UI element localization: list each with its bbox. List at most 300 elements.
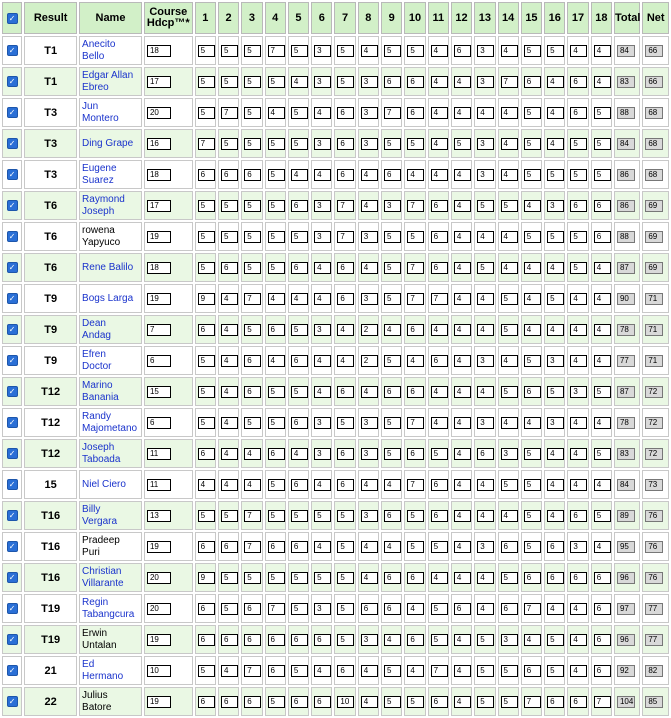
hole-score-field[interactable]: 5: [477, 665, 494, 677]
player-name-link[interactable]: [82, 101, 119, 124]
row-checkbox[interactable]: [2, 191, 22, 220]
hole-score-field[interactable]: 4: [384, 479, 401, 491]
row-checkbox[interactable]: [2, 315, 22, 344]
hole-score-field[interactable]: 4: [291, 448, 308, 460]
hole-score-field[interactable]: 5: [244, 231, 261, 243]
hdcp-field[interactable]: 17: [147, 200, 171, 212]
hole-score-field[interactable]: 5: [384, 45, 401, 57]
hdcp-field[interactable]: 20: [147, 107, 171, 119]
hole-score-field[interactable]: 6: [384, 76, 401, 88]
hole-score-field[interactable]: 4: [361, 696, 378, 708]
hole-score-field[interactable]: 5: [547, 169, 564, 181]
hole-score-field[interactable]: 3: [361, 417, 378, 429]
hole-score-field[interactable]: 4: [221, 386, 238, 398]
hole-score-field[interactable]: 6: [524, 572, 541, 584]
row-checkbox[interactable]: [2, 470, 22, 499]
player-name-link[interactable]: [82, 566, 124, 589]
hole-score-field[interactable]: 5: [221, 510, 238, 522]
player-name-link[interactable]: [82, 380, 119, 403]
hole-score-field[interactable]: 4: [314, 665, 331, 677]
hole-score-field[interactable]: 4: [314, 262, 331, 274]
hole-score-field[interactable]: 3: [314, 448, 331, 460]
hole-score-field[interactable]: 5: [594, 169, 611, 181]
hole-score-field[interactable]: 4: [198, 479, 215, 491]
hole-score-field[interactable]: 6: [337, 665, 354, 677]
hole-score-field[interactable]: 6: [314, 634, 331, 646]
hole-score-field[interactable]: 6: [221, 541, 238, 553]
hole-score-field[interactable]: 4: [594, 262, 611, 274]
hole-score-field[interactable]: 4: [594, 45, 611, 57]
hole-score-field[interactable]: 5: [594, 448, 611, 460]
hole-score-field[interactable]: 4: [361, 169, 378, 181]
hole-score-field[interactable]: 6: [547, 696, 564, 708]
hole-score-field[interactable]: 4: [594, 324, 611, 336]
hole-score-field[interactable]: 5: [198, 45, 215, 57]
hdcp-field[interactable]: 19: [147, 634, 171, 646]
row-checkbox[interactable]: [2, 439, 22, 468]
hole-score-field[interactable]: 5: [384, 696, 401, 708]
hole-score-field[interactable]: 6: [268, 665, 285, 677]
hole-score-field[interactable]: 7: [407, 479, 424, 491]
hole-score-field[interactable]: 4: [524, 634, 541, 646]
hole-score-field[interactable]: 3: [361, 293, 378, 305]
hole-score-field[interactable]: 5: [314, 572, 331, 584]
hole-score-field[interactable]: 4: [477, 386, 494, 398]
hdcp-field[interactable]: 13: [147, 510, 171, 522]
hole-score-field[interactable]: 4: [314, 169, 331, 181]
hole-score-field[interactable]: 4: [547, 262, 564, 274]
hole-score-field[interactable]: 4: [221, 665, 238, 677]
row-checkbox[interactable]: [2, 67, 22, 96]
hole-score-field[interactable]: 6: [431, 262, 448, 274]
hole-score-field[interactable]: 5: [407, 696, 424, 708]
row-checkbox[interactable]: [2, 98, 22, 127]
hole-score-field[interactable]: 5: [337, 510, 354, 522]
hdcp-field[interactable]: 20: [147, 572, 171, 584]
hdcp-field[interactable]: 16: [147, 138, 171, 150]
hole-score-field[interactable]: 4: [524, 293, 541, 305]
hole-score-field[interactable]: 5: [524, 541, 541, 553]
hole-score-field[interactable]: 5: [244, 138, 261, 150]
hole-score-field[interactable]: 6: [570, 696, 587, 708]
hole-score-field[interactable]: 4: [501, 355, 518, 367]
player-name-link[interactable]: [82, 318, 111, 341]
hole-score-field[interactable]: 5: [268, 231, 285, 243]
hole-score-field[interactable]: 4: [431, 386, 448, 398]
hole-score-field[interactable]: 5: [570, 231, 587, 243]
hole-score-field[interactable]: 6: [407, 572, 424, 584]
hole-score-field[interactable]: 5: [221, 572, 238, 584]
player-name-link[interactable]: [82, 479, 126, 490]
hole-score-field[interactable]: 4: [361, 479, 378, 491]
hole-score-field[interactable]: 6: [594, 200, 611, 212]
hole-score-field[interactable]: 5: [244, 45, 261, 57]
hole-score-field[interactable]: 5: [337, 76, 354, 88]
hole-score-field[interactable]: 5: [384, 138, 401, 150]
hole-score-field[interactable]: 4: [221, 479, 238, 491]
hole-score-field[interactable]: 3: [361, 231, 378, 243]
hole-score-field[interactable]: 5: [268, 696, 285, 708]
hole-score-field[interactable]: 6: [221, 262, 238, 274]
hole-score-field[interactable]: 6: [407, 386, 424, 398]
hole-score-field[interactable]: 5: [337, 572, 354, 584]
hole-score-field[interactable]: 6: [431, 200, 448, 212]
hole-score-field[interactable]: 5: [547, 665, 564, 677]
hole-score-field[interactable]: 4: [501, 262, 518, 274]
hole-score-field[interactable]: 6: [291, 541, 308, 553]
hole-score-field[interactable]: 7: [244, 665, 261, 677]
hole-score-field[interactable]: 3: [314, 45, 331, 57]
hole-score-field[interactable]: 6: [594, 665, 611, 677]
hole-score-field[interactable]: 4: [594, 479, 611, 491]
hole-score-field[interactable]: 3: [361, 634, 378, 646]
hole-score-field[interactable]: 5: [221, 231, 238, 243]
hole-score-field[interactable]: 5: [501, 293, 518, 305]
player-name-link[interactable]: [82, 138, 133, 149]
hole-score-field[interactable]: 7: [244, 510, 261, 522]
hole-score-field[interactable]: 5: [291, 603, 308, 615]
hole-score-field[interactable]: 4: [547, 138, 564, 150]
hole-score-field[interactable]: 4: [594, 417, 611, 429]
hole-score-field[interactable]: 6: [198, 696, 215, 708]
hole-score-field[interactable]: 6: [594, 231, 611, 243]
hole-score-field[interactable]: 3: [477, 45, 494, 57]
hole-score-field[interactable]: 4: [407, 169, 424, 181]
hole-score-field[interactable]: 6: [407, 634, 424, 646]
hdcp-field[interactable]: 15: [147, 386, 171, 398]
hole-score-field[interactable]: 4: [454, 169, 471, 181]
hole-score-field[interactable]: 4: [337, 324, 354, 336]
hole-score-field[interactable]: 7: [431, 293, 448, 305]
hole-score-field[interactable]: 6: [524, 386, 541, 398]
hole-score-field[interactable]: 5: [547, 634, 564, 646]
hole-score-field[interactable]: 6: [337, 293, 354, 305]
hole-score-field[interactable]: 4: [361, 200, 378, 212]
hole-score-field[interactable]: 5: [501, 479, 518, 491]
hole-score-field[interactable]: 3: [384, 200, 401, 212]
row-checkbox[interactable]: [2, 346, 22, 375]
hole-score-field[interactable]: 4: [431, 572, 448, 584]
hole-score-field[interactable]: 5: [198, 262, 215, 274]
hole-score-field[interactable]: 5: [337, 541, 354, 553]
hole-score-field[interactable]: 5: [384, 417, 401, 429]
hdcp-field[interactable]: 19: [147, 696, 171, 708]
hole-score-field[interactable]: 5: [501, 665, 518, 677]
hole-score-field[interactable]: 7: [268, 603, 285, 615]
hole-score-field[interactable]: 4: [501, 169, 518, 181]
hole-score-field[interactable]: 4: [268, 355, 285, 367]
hole-score-field[interactable]: 4: [547, 479, 564, 491]
hole-score-field[interactable]: 6: [291, 696, 308, 708]
hole-score-field[interactable]: 4: [291, 169, 308, 181]
hole-score-field[interactable]: 6: [407, 107, 424, 119]
hole-score-field[interactable]: 5: [407, 231, 424, 243]
hole-score-field[interactable]: 4: [431, 107, 448, 119]
hole-score-field[interactable]: 5: [524, 138, 541, 150]
hole-score-field[interactable]: 7: [198, 138, 215, 150]
hole-score-field[interactable]: 4: [407, 355, 424, 367]
hole-score-field[interactable]: 4: [431, 169, 448, 181]
hole-score-field[interactable]: 4: [594, 541, 611, 553]
hole-score-field[interactable]: 4: [454, 572, 471, 584]
hole-score-field[interactable]: 4: [501, 107, 518, 119]
hole-score-field[interactable]: 7: [407, 417, 424, 429]
hole-score-field[interactable]: 6: [431, 510, 448, 522]
hole-score-field[interactable]: 3: [477, 169, 494, 181]
hole-score-field[interactable]: 6: [337, 479, 354, 491]
hole-score-field[interactable]: 5: [244, 324, 261, 336]
hole-score-field[interactable]: 4: [547, 324, 564, 336]
hdcp-field[interactable]: 7: [147, 324, 171, 336]
hole-score-field[interactable]: 5: [291, 665, 308, 677]
hole-score-field[interactable]: 7: [221, 107, 238, 119]
hole-score-field[interactable]: 5: [268, 200, 285, 212]
hole-score-field[interactable]: 5: [407, 138, 424, 150]
hole-score-field[interactable]: 5: [501, 696, 518, 708]
hole-score-field[interactable]: 4: [454, 510, 471, 522]
hole-score-field[interactable]: 5: [431, 448, 448, 460]
hole-score-field[interactable]: 7: [407, 200, 424, 212]
hole-score-field[interactable]: 4: [361, 541, 378, 553]
hole-score-field[interactable]: 4: [454, 262, 471, 274]
hole-score-field[interactable]: 4: [454, 479, 471, 491]
hole-score-field[interactable]: 4: [384, 324, 401, 336]
hole-score-field[interactable]: 3: [314, 76, 331, 88]
hole-score-field[interactable]: 4: [477, 572, 494, 584]
hole-score-field[interactable]: 5: [291, 324, 308, 336]
hole-score-field[interactable]: 7: [524, 696, 541, 708]
hole-score-field[interactable]: 3: [547, 417, 564, 429]
hole-score-field[interactable]: 3: [477, 417, 494, 429]
hole-score-field[interactable]: 5: [198, 510, 215, 522]
player-name-link[interactable]: [82, 442, 120, 465]
hole-score-field[interactable]: 4: [570, 355, 587, 367]
hole-score-field[interactable]: 6: [361, 603, 378, 615]
hole-score-field[interactable]: 5: [268, 479, 285, 491]
row-checkbox[interactable]: [2, 36, 22, 65]
hole-score-field[interactable]: 6: [454, 603, 471, 615]
hole-score-field[interactable]: 5: [221, 45, 238, 57]
row-checkbox[interactable]: [2, 563, 22, 592]
hdcp-field[interactable]: 18: [147, 45, 171, 57]
hole-score-field[interactable]: 5: [198, 200, 215, 212]
hole-score-field[interactable]: 6: [314, 696, 331, 708]
hole-score-field[interactable]: 5: [291, 572, 308, 584]
hdcp-field[interactable]: 19: [147, 541, 171, 553]
hole-score-field[interactable]: 4: [431, 138, 448, 150]
hole-score-field[interactable]: 2: [361, 324, 378, 336]
hole-score-field[interactable]: 6: [244, 696, 261, 708]
player-name-link[interactable]: [82, 163, 116, 186]
hole-score-field[interactable]: 4: [454, 541, 471, 553]
hole-score-field[interactable]: 4: [570, 665, 587, 677]
hole-score-field[interactable]: 4: [454, 293, 471, 305]
hole-score-field[interactable]: 9: [198, 572, 215, 584]
hole-score-field[interactable]: 7: [524, 603, 541, 615]
hole-score-field[interactable]: 5: [268, 417, 285, 429]
hole-score-field[interactable]: 5: [244, 107, 261, 119]
hole-score-field[interactable]: 4: [314, 479, 331, 491]
hole-score-field[interactable]: 5: [221, 603, 238, 615]
hole-score-field[interactable]: 6: [244, 169, 261, 181]
hole-score-field[interactable]: 5: [221, 138, 238, 150]
row-checkbox[interactable]: [2, 594, 22, 623]
hole-score-field[interactable]: 4: [454, 448, 471, 460]
hole-score-field[interactable]: 4: [477, 510, 494, 522]
hole-score-field[interactable]: 5: [477, 200, 494, 212]
hole-score-field[interactable]: 5: [291, 45, 308, 57]
hole-score-field[interactable]: 6: [454, 45, 471, 57]
hole-score-field[interactable]: 4: [547, 76, 564, 88]
hole-score-field[interactable]: 5: [524, 479, 541, 491]
hole-score-field[interactable]: 6: [570, 76, 587, 88]
player-name-link[interactable]: [82, 39, 115, 62]
hole-score-field[interactable]: 5: [198, 665, 215, 677]
hole-score-field[interactable]: 4: [268, 107, 285, 119]
hdcp-field[interactable]: 11: [147, 448, 171, 460]
hole-score-field[interactable]: 3: [314, 138, 331, 150]
hole-score-field[interactable]: 5: [384, 231, 401, 243]
hole-score-field[interactable]: 4: [454, 324, 471, 336]
hole-score-field[interactable]: 5: [524, 448, 541, 460]
hole-score-field[interactable]: 4: [221, 293, 238, 305]
hole-score-field[interactable]: 6: [570, 510, 587, 522]
hole-score-field[interactable]: 6: [501, 603, 518, 615]
hole-score-field[interactable]: 4: [268, 293, 285, 305]
hole-score-field[interactable]: 5: [501, 324, 518, 336]
hole-score-field[interactable]: 6: [570, 107, 587, 119]
hole-score-field[interactable]: 3: [361, 76, 378, 88]
hole-score-field[interactable]: 4: [384, 634, 401, 646]
hole-score-field[interactable]: 4: [361, 262, 378, 274]
hole-score-field[interactable]: 5: [431, 634, 448, 646]
hole-score-field[interactable]: 4: [570, 479, 587, 491]
hole-score-field[interactable]: 7: [268, 45, 285, 57]
hole-score-field[interactable]: 4: [314, 107, 331, 119]
hole-score-field[interactable]: 4: [407, 665, 424, 677]
hole-score-field[interactable]: 5: [268, 572, 285, 584]
hole-score-field[interactable]: 5: [407, 541, 424, 553]
hole-score-field[interactable]: 5: [501, 386, 518, 398]
hole-score-field[interactable]: 3: [361, 138, 378, 150]
hole-score-field[interactable]: 6: [291, 417, 308, 429]
hole-score-field[interactable]: 4: [524, 324, 541, 336]
hdcp-field[interactable]: 6: [147, 355, 171, 367]
hole-score-field[interactable]: 4: [477, 107, 494, 119]
hole-score-field[interactable]: 7: [431, 665, 448, 677]
hole-score-field[interactable]: 5: [337, 417, 354, 429]
hole-score-field[interactable]: 5: [501, 200, 518, 212]
hole-score-field[interactable]: 6: [594, 603, 611, 615]
hole-score-field[interactable]: 5: [384, 262, 401, 274]
hdcp-field[interactable]: 18: [147, 169, 171, 181]
hole-score-field[interactable]: 5: [268, 169, 285, 181]
hole-score-field[interactable]: 6: [244, 386, 261, 398]
hole-score-field[interactable]: 3: [547, 355, 564, 367]
hole-score-field[interactable]: 6: [547, 572, 564, 584]
hole-score-field[interactable]: 4: [314, 355, 331, 367]
hole-score-field[interactable]: 7: [244, 293, 261, 305]
hole-score-field[interactable]: 4: [594, 76, 611, 88]
hole-score-field[interactable]: 6: [198, 448, 215, 460]
hole-score-field[interactable]: 5: [291, 138, 308, 150]
hole-score-field[interactable]: 6: [384, 603, 401, 615]
hole-score-field[interactable]: 5: [547, 293, 564, 305]
row-checkbox[interactable]: [2, 129, 22, 158]
player-name-link[interactable]: [82, 70, 133, 93]
hole-score-field[interactable]: 5: [524, 231, 541, 243]
hole-score-field[interactable]: 6: [384, 510, 401, 522]
hole-score-field[interactable]: 6: [431, 696, 448, 708]
hole-score-field[interactable]: 5: [384, 448, 401, 460]
hole-score-field[interactable]: 4: [361, 665, 378, 677]
hole-score-field[interactable]: 7: [244, 541, 261, 553]
hole-score-field[interactable]: 4: [431, 76, 448, 88]
row-checkbox[interactable]: [2, 284, 22, 313]
hole-score-field[interactable]: 4: [454, 107, 471, 119]
hdcp-field[interactable]: 19: [147, 293, 171, 305]
hole-score-field[interactable]: 4: [407, 603, 424, 615]
hole-score-field[interactable]: 6: [384, 169, 401, 181]
hole-score-field[interactable]: 6: [244, 603, 261, 615]
hole-score-field[interactable]: 6: [198, 541, 215, 553]
row-checkbox[interactable]: [2, 625, 22, 654]
hole-score-field[interactable]: 4: [221, 417, 238, 429]
hole-score-field[interactable]: 6: [198, 324, 215, 336]
hole-score-field[interactable]: 6: [407, 76, 424, 88]
hole-score-field[interactable]: 6: [431, 231, 448, 243]
hdcp-field[interactable]: 6: [147, 417, 171, 429]
hole-score-field[interactable]: 7: [337, 231, 354, 243]
hole-score-field[interactable]: 4: [524, 200, 541, 212]
hole-score-field[interactable]: 4: [501, 231, 518, 243]
hole-score-field[interactable]: 5: [291, 510, 308, 522]
hole-score-field[interactable]: 4: [477, 324, 494, 336]
player-name-link[interactable]: [82, 349, 111, 372]
hole-score-field[interactable]: 6: [337, 169, 354, 181]
hole-score-field[interactable]: 4: [431, 45, 448, 57]
hole-score-field[interactable]: 5: [524, 45, 541, 57]
hole-score-field[interactable]: 3: [570, 541, 587, 553]
hole-score-field[interactable]: 6: [221, 169, 238, 181]
hole-score-field[interactable]: 5: [244, 200, 261, 212]
hole-score-field[interactable]: 3: [314, 324, 331, 336]
hole-score-field[interactable]: 4: [477, 479, 494, 491]
player-name-link[interactable]: [82, 597, 134, 620]
select-all-checkbox[interactable]: [2, 2, 22, 34]
row-checkbox[interactable]: [2, 532, 22, 561]
hole-score-field[interactable]: 4: [361, 386, 378, 398]
hole-score-field[interactable]: 6: [268, 541, 285, 553]
hole-score-field[interactable]: 5: [198, 386, 215, 398]
hole-score-field[interactable]: 4: [547, 448, 564, 460]
hole-score-field[interactable]: 6: [221, 696, 238, 708]
hole-score-field[interactable]: 6: [291, 479, 308, 491]
hole-score-field[interactable]: 3: [570, 386, 587, 398]
hole-score-field[interactable]: 5: [454, 138, 471, 150]
hole-score-field[interactable]: 5: [244, 572, 261, 584]
hole-score-field[interactable]: 5: [547, 45, 564, 57]
player-name-link[interactable]: [82, 504, 117, 527]
hole-score-field[interactable]: 6: [594, 634, 611, 646]
hole-score-field[interactable]: 4: [431, 324, 448, 336]
hole-score-field[interactable]: 4: [570, 293, 587, 305]
hole-score-field[interactable]: 6: [431, 479, 448, 491]
hole-score-field[interactable]: 6: [384, 386, 401, 398]
hole-score-field[interactable]: 4: [454, 231, 471, 243]
hole-score-field[interactable]: 5: [594, 386, 611, 398]
hole-score-field[interactable]: 4: [314, 386, 331, 398]
